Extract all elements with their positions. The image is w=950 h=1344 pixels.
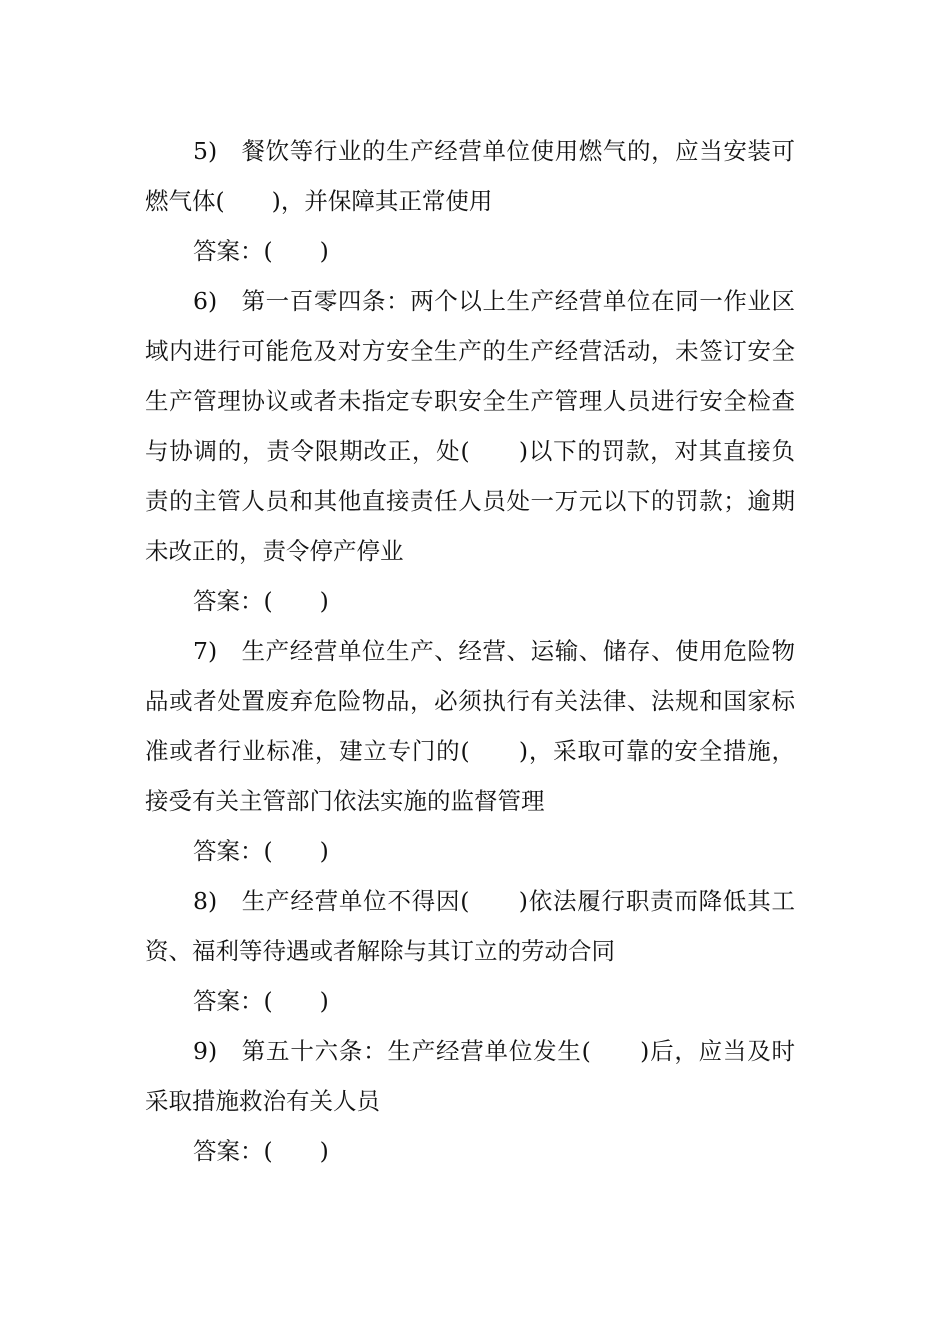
question-text-line: 准或者行业标准，建立专门的( )，采取可靠的安全措施，: [145, 737, 795, 765]
question-text-line: 采取措施救治有关人员: [145, 1087, 380, 1115]
question-6: [145, 276, 795, 626]
question-first-line: [145, 276, 795, 326]
question-text-line: 接受有关主管部门依法实施的监督管理: [145, 787, 545, 815]
question-number: 9): [193, 1037, 218, 1065]
question-8: [145, 876, 795, 1026]
question-first-line: [145, 876, 795, 926]
question-number: 8): [193, 887, 218, 915]
answer-line: 答案：( ): [193, 587, 329, 615]
question-text-line: 与协调的，责令限期改正，处( )以下的罚款，对其直接负: [145, 437, 795, 465]
question-5: [145, 126, 795, 276]
question-list: [145, 126, 795, 1176]
question-number: 7): [193, 637, 218, 665]
question-first-line: [145, 1026, 795, 1076]
question-7: [145, 626, 795, 876]
question-text-line: 未改正的，责令停产停业: [145, 537, 404, 565]
question-text-line: 资、福利等待遇或者解除与其订立的劳动合同: [145, 937, 615, 965]
question-text: 生产经营单位生产、经营、运输、储存、使用危险物: [241, 637, 795, 665]
question-text-line: 责的主管人员和其他直接责任人员处一万元以下的罚款；逾期: [145, 487, 795, 515]
question-text-line: 品或者处置废弃危险物品，必须执行有关法律、法规和国家标: [145, 687, 795, 715]
question-text-line: 燃气体( )，并保障其正常使用: [145, 187, 493, 215]
question-text: 第一百零四条：两个以上生产经营单位在同一作业区: [241, 287, 795, 315]
answer-line: 答案：( ): [193, 837, 329, 865]
question-text: 第五十六条：生产经营单位发生( )后，应当及时: [241, 1037, 795, 1065]
question-text: 生产经营单位不得因( )依法履行职责而降低其工: [241, 887, 795, 915]
question-text-line: 域内进行可能危及对方安全生产的生产经营活动，未签订安全: [145, 337, 795, 365]
question-first-line: [145, 126, 795, 176]
question-9: [145, 1026, 795, 1176]
question-text: 餐饮等行业的生产经营单位使用燃气的，应当安装可: [241, 137, 795, 165]
question-text-line: 生产管理协议或者未指定专职安全生产管理人员进行安全检查: [145, 387, 795, 415]
answer-line: 答案：( ): [193, 1137, 329, 1165]
question-number: 6): [193, 287, 218, 315]
answer-line: 答案：( ): [193, 987, 329, 1015]
question-first-line: [145, 626, 795, 676]
answer-line: 答案：( ): [193, 237, 329, 265]
question-number: 5): [193, 137, 218, 165]
